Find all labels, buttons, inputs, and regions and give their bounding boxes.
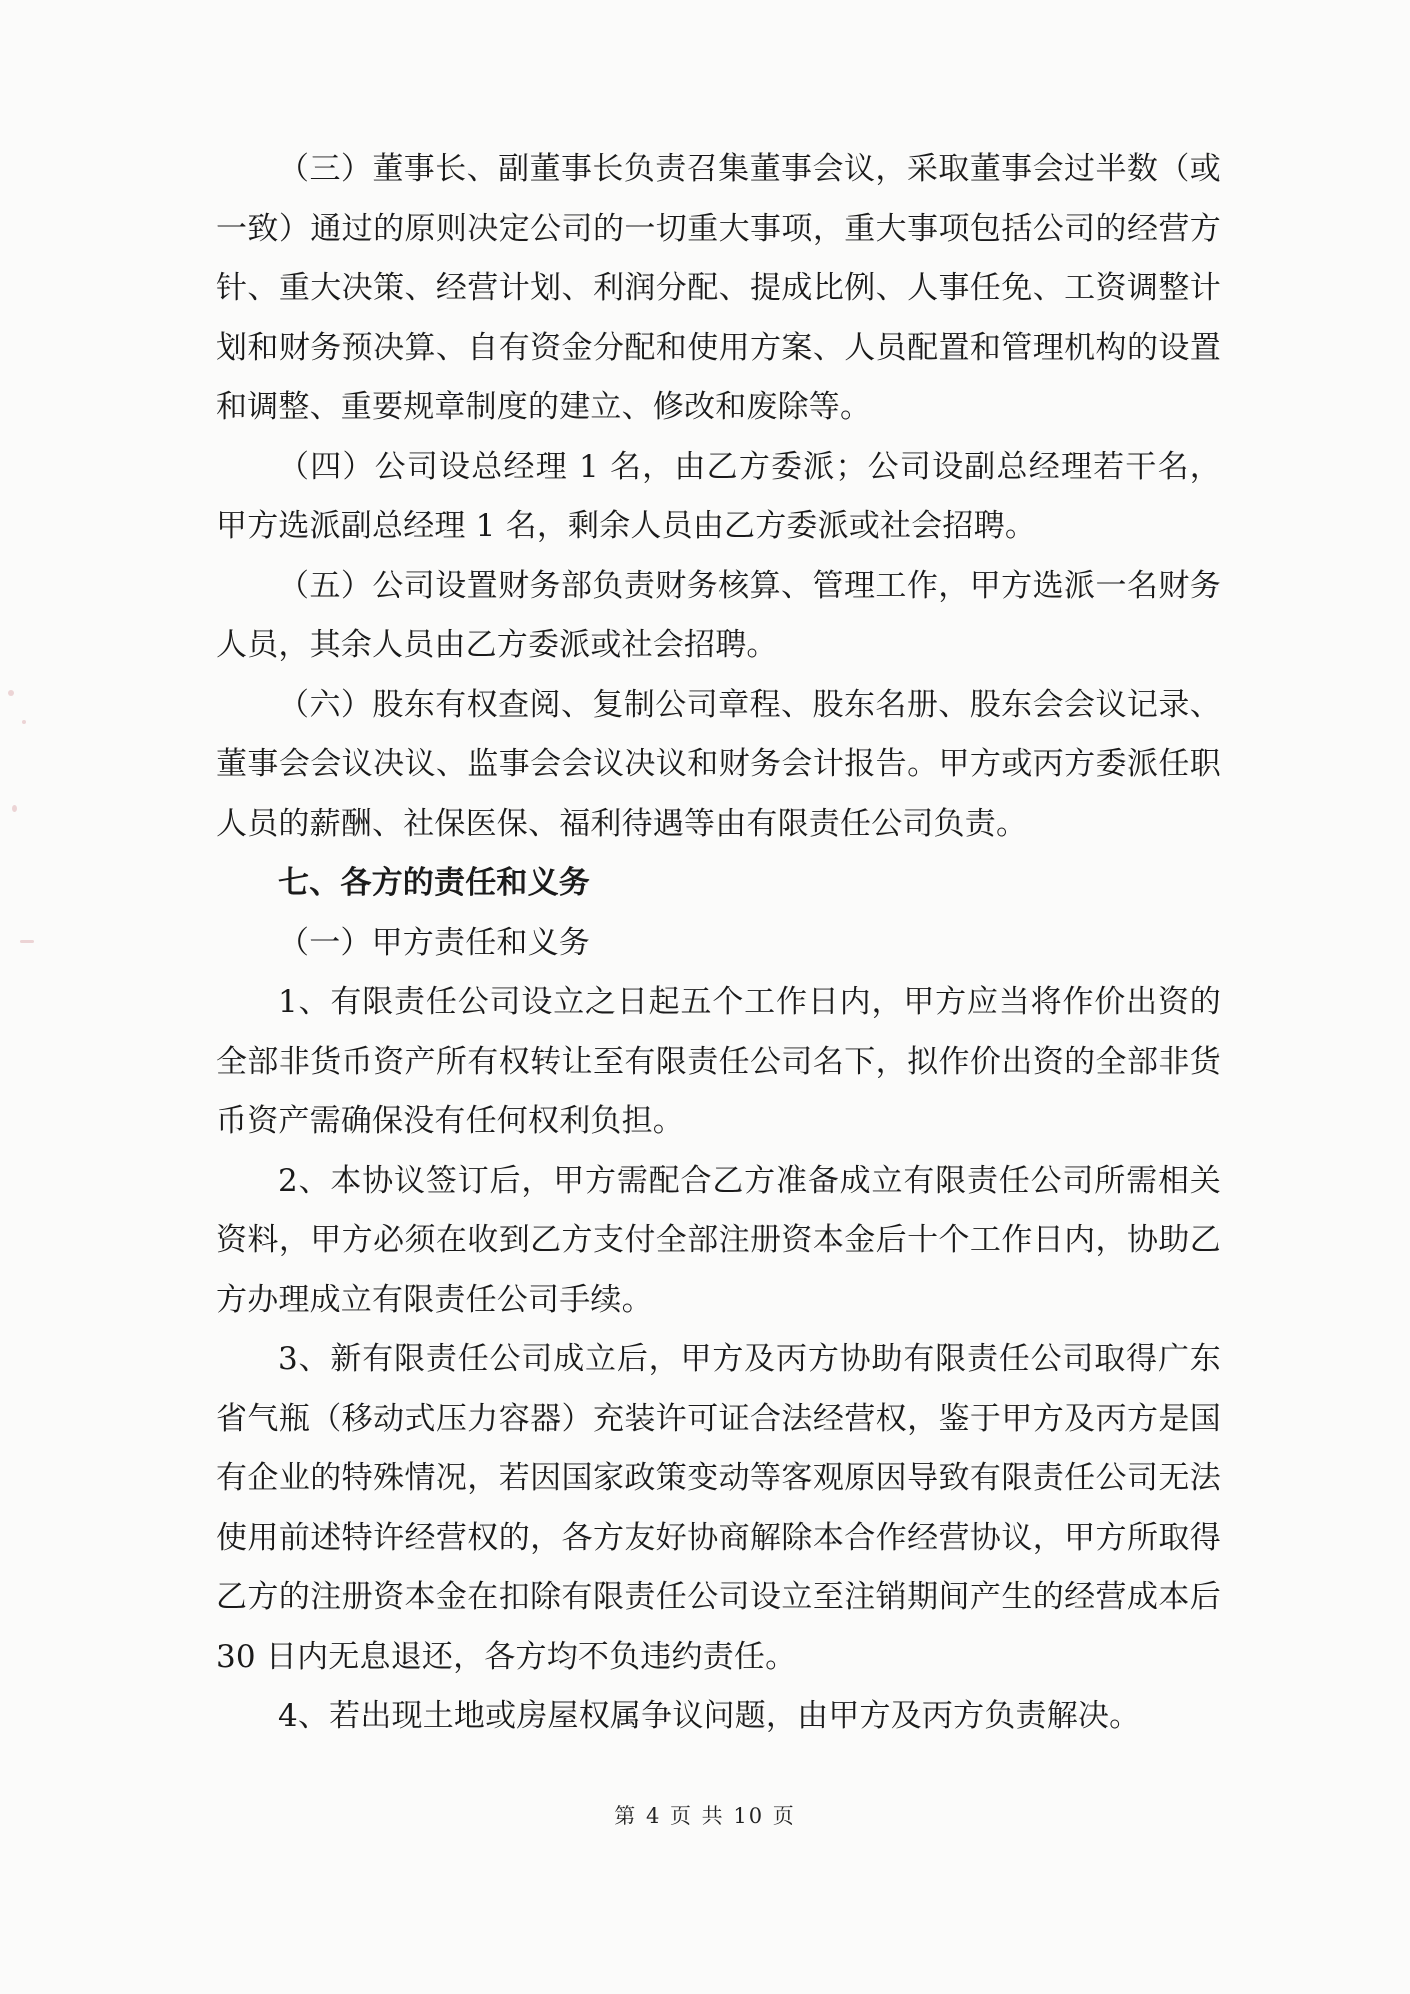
list-item: 1、有限责任公司设立之日起五个工作日内，甲方应当将作价出资的全部非货币资产所有权转让至有限责任公司名下，拟作价出资的全部非货币资产需确保没有任何权利负担。 bbox=[216, 984, 1221, 1139]
section-heading: 七、各方的责任和义务 bbox=[278, 865, 590, 901]
scan-mark bbox=[8, 690, 14, 696]
list-item: 2、本协议签订后，甲方需配合乙方准备成立有限责任公司所需相关资料，甲方必须在收到乙方支付全部注册资本金后十个工作日内，协助乙方办理成立有限责任公司手续。 bbox=[216, 1162, 1221, 1318]
scan-mark bbox=[22, 720, 26, 724]
list-item: 4、若出现土地或房屋权属争议问题，由甲方及丙方负责解决。 bbox=[278, 1698, 1141, 1734]
subsection-heading: （一）甲方责任和义务 bbox=[278, 924, 590, 961]
paragraph: （五）公司设置财务部负责财务核算、管理工作，甲方选派一名财务人员，其余人员由乙方委派或社会招聘。 bbox=[216, 567, 1221, 663]
paragraph: （三）董事长、副董事长负责召集董事会议，采取董事会过半数（或一致）通过的原则决定公司的一切重大事项，重大事项包括公司的经营方针、重大决策、经营计划、利润分配、提成比例、人事任免、工资调整计划和财务预决算、自有资金分配和使用方案、人员配置和管理机构的设置和调整、重要规章制度的建立、修改和废除等。 bbox=[216, 151, 1221, 425]
scan-mark bbox=[20, 940, 34, 943]
scan-mark bbox=[12, 805, 17, 812]
page-number-footer: 第 4 页 共 10 页 bbox=[614, 1804, 796, 1828]
paragraph: （四）公司设总经理 1 名，由乙方委派；公司设副总经理若干名，甲方选派副总经理 1 名，剩余人员由乙方委派或社会招聘。 bbox=[216, 448, 1221, 544]
list-item: 3、新有限责任公司成立后，甲方及丙方协助有限责任公司取得广东省气瓶（移动式压力容器）充装许可证合法经营权，鉴于甲方及丙方是国有企业的特殊情况，若因国家政策变动等客观原因导致有限责任公司无法使用前述特许经营权的，各方友好协商解除本合作经营协议，甲方所取得乙方的注册资本金在扣除有限责任公司设立至注销期间产生的经营成本后 30 日内无息退还，各方均不负违约责任。 bbox=[216, 1341, 1221, 1675]
document-body bbox=[216, 140, 1221, 1747]
paragraph: （六）股东有权查阅、复制公司章程、股东名册、股东会会议记录、董事会会议决议、监事会会议决议和财务会计报告。甲方或丙方委派任职人员的薪酬、社保医保、福利待遇等由有限责任公司负责。 bbox=[216, 686, 1221, 842]
